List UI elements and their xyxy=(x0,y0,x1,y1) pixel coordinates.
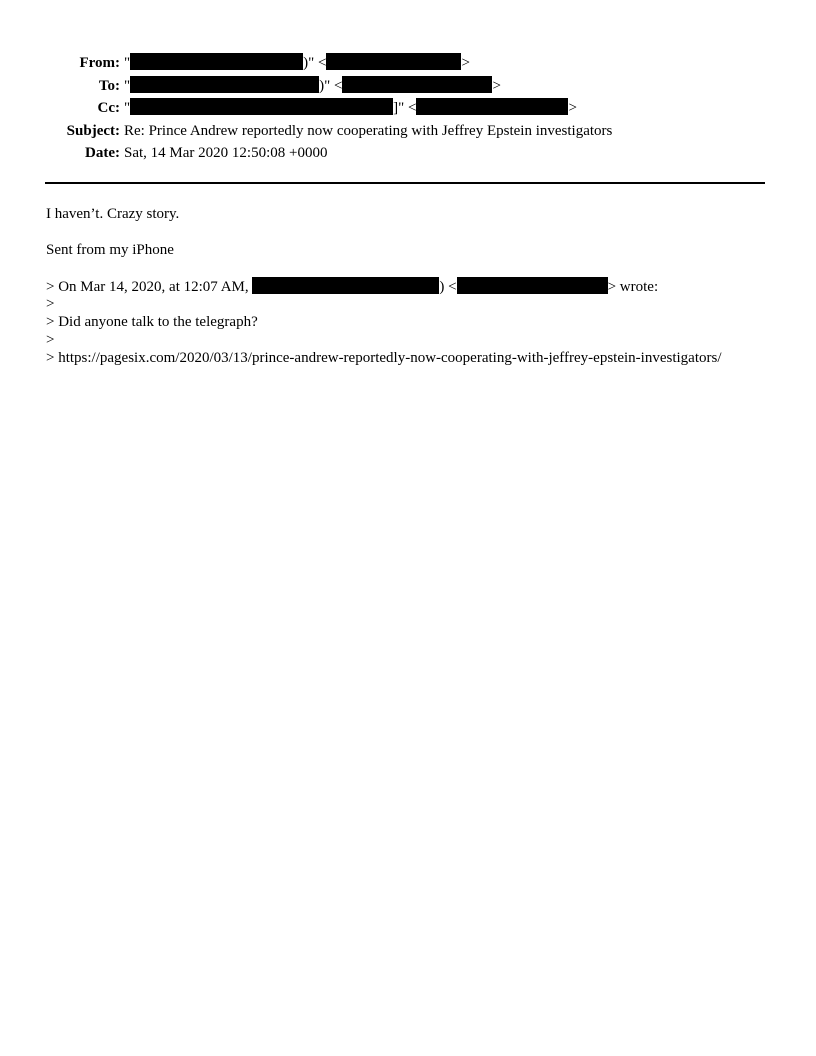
quote-intro-suffix: > wrote: xyxy=(607,279,659,295)
redaction-block xyxy=(130,53,303,70)
subject-row xyxy=(0,120,816,143)
header-divider xyxy=(45,182,765,184)
to-close: > xyxy=(492,77,501,94)
redaction-block xyxy=(130,76,319,93)
quote-blank-line: > xyxy=(46,296,55,312)
quote-intro-prefix: > On Mar 14, 2020, at 12:07 AM, xyxy=(46,279,249,295)
to-value xyxy=(124,75,501,97)
quote-intro-separator: ) < xyxy=(439,279,457,295)
cc-quote: " xyxy=(124,100,131,116)
redaction-block xyxy=(416,98,568,115)
quote-link: > https://pagesix.com/2020/03/13/prince-andrew-reportedly-now-cooperating-with-jeffrey-epstein-investigators/ xyxy=(46,350,722,366)
quote-line: > Did anyone talk to the telegraph? xyxy=(46,314,258,330)
to-label: To: xyxy=(98,77,120,94)
redaction-block xyxy=(130,98,393,115)
reply-text: I haven’t. Crazy story. xyxy=(46,206,180,222)
to-row xyxy=(0,75,816,98)
signature: Sent from my iPhone xyxy=(46,242,174,258)
date-row xyxy=(0,142,816,165)
from-quote: " xyxy=(124,55,131,71)
from-value xyxy=(124,52,470,74)
date-value: Sat, 14 Mar 2020 12:50:08 +0000 xyxy=(124,145,328,161)
cc-row xyxy=(0,97,816,120)
to-quote: " xyxy=(124,77,131,94)
subject-value: Re: Prince Andrew reportedly now cooperating with Jeffrey Epstein investigators xyxy=(124,122,613,139)
from-close: > xyxy=(461,55,470,71)
quote-blank-line: > xyxy=(46,332,55,348)
subject-label: Subject: xyxy=(66,122,120,139)
from-label: From: xyxy=(79,55,120,71)
cc-separator: ]" < xyxy=(393,100,417,116)
email-headers xyxy=(0,52,816,165)
quoted-message xyxy=(46,277,721,367)
from-separator: )" < xyxy=(303,55,327,71)
to-separator: )" < xyxy=(319,77,343,94)
cc-close: > xyxy=(568,100,577,116)
redaction-block xyxy=(342,76,492,93)
redaction-block xyxy=(457,277,608,294)
cc-value xyxy=(124,97,577,119)
redaction-block xyxy=(252,277,439,294)
cc-label: Cc: xyxy=(97,100,120,116)
from-row xyxy=(0,52,816,75)
quote-intro xyxy=(46,277,721,295)
redaction-block xyxy=(326,53,461,70)
date-label: Date: xyxy=(85,145,120,161)
